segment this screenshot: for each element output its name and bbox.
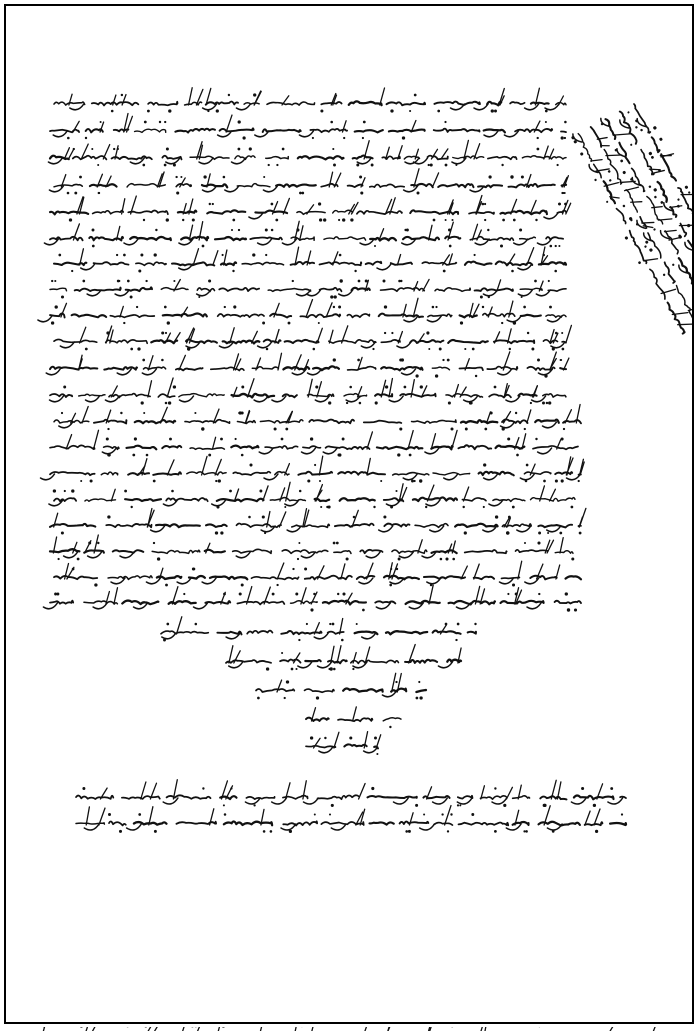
body-line (54, 88, 566, 113)
body-line (50, 378, 566, 405)
closing-line (306, 732, 381, 755)
body-line (50, 196, 571, 222)
body-line (49, 482, 575, 508)
manuscript-page (4, 4, 694, 1024)
body-line (50, 430, 578, 456)
body-line (46, 352, 569, 378)
centered-closing-lines (161, 617, 477, 755)
colophon-line (76, 780, 626, 807)
main-body-lines (38, 88, 586, 612)
footer-line (37, 1027, 660, 1031)
body-line (43, 585, 581, 612)
closing-line (256, 673, 426, 699)
body-line (50, 535, 574, 561)
closing-line (306, 707, 401, 728)
margin-note-line (598, 110, 692, 356)
body-line (50, 114, 567, 140)
margin-note-line (628, 98, 692, 377)
colophon-lines (76, 780, 626, 833)
body-line (54, 561, 581, 586)
body-line (50, 508, 586, 534)
margin-note (570, 95, 692, 407)
body-line (41, 456, 585, 482)
handwritten-text-block (6, 6, 692, 1022)
colophon-line (76, 806, 626, 833)
body-line (50, 279, 566, 298)
body-line (48, 140, 566, 166)
margin-note-line (585, 120, 692, 347)
body-line (54, 325, 571, 350)
cropped-footer-line (20, 1024, 680, 1031)
body-line (54, 405, 581, 431)
body-line (44, 221, 563, 247)
body-line (54, 247, 566, 273)
body-line (49, 169, 568, 195)
closing-line (226, 645, 461, 671)
closing-line (161, 617, 477, 642)
body-line (38, 298, 566, 324)
